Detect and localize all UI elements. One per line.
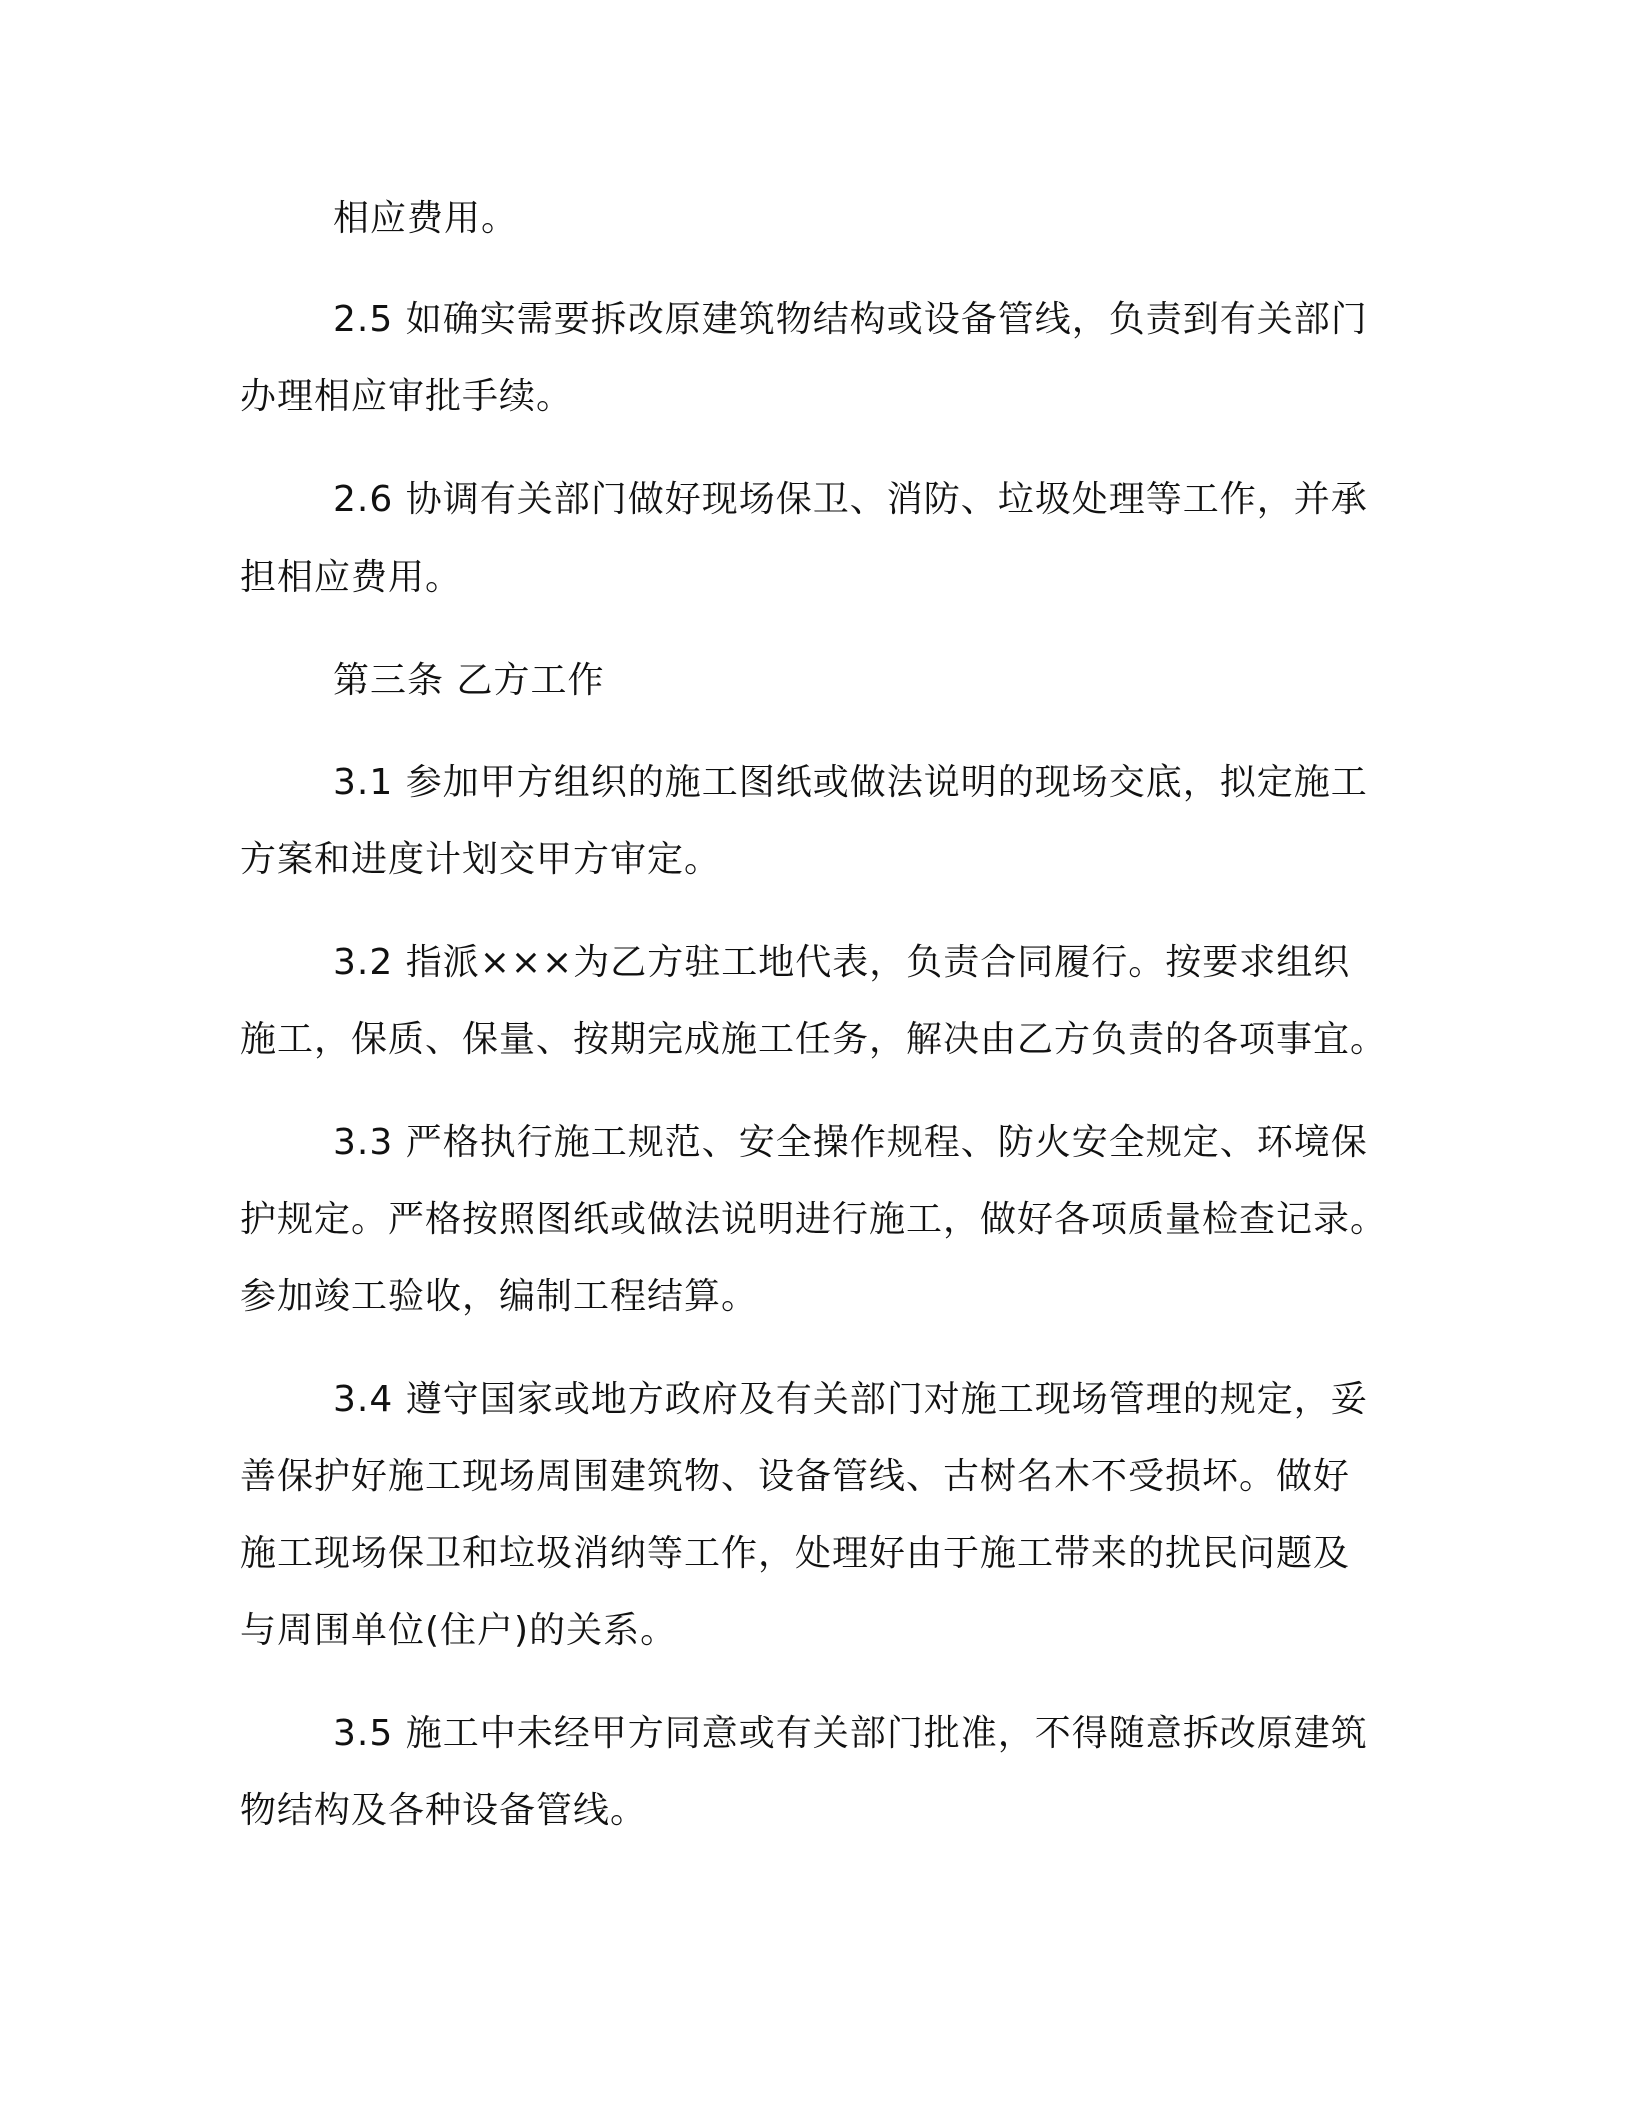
text-line: 相应费用。 (333, 198, 519, 239)
text-line: 3.4 遵守国家或地方政府及有关部门对施工现场管理的规定，妥 (333, 1379, 1368, 1420)
text-line: 2.6 协调有关部门做好现场保卫、消防、垃圾处理等工作，并承 (333, 479, 1368, 520)
text-line: 参加竣工验收，编制工程结算。 (240, 1276, 759, 1317)
text-line: 担相应费用。 (240, 557, 463, 598)
section-heading: 第三条 乙方工作 (333, 660, 605, 701)
text-line: 办理相应审批手续。 (240, 376, 574, 417)
text-line: 3.3 严格执行施工规范、安全操作规程、防火安全规定、环境保 (333, 1122, 1368, 1163)
text-line: 2.5 如确实需要拆改原建筑物结构或设备管线，负责到有关部门 (333, 299, 1368, 340)
text-line: 方案和进度计划交甲方审定。 (240, 839, 722, 880)
text-line: 护规定。严格按照图纸或做法说明进行施工，做好各项质量检查记录。 (240, 1199, 1388, 1240)
text-line: 与周围单位(住户)的关系。 (240, 1610, 678, 1651)
text-line: 施工现场保卫和垃圾消纳等工作，处理好由于施工带来的扰民问题及 (240, 1533, 1351, 1574)
text-line: 3.5 施工中未经甲方同意或有关部门批准，不得随意拆改原建筑 (333, 1713, 1368, 1754)
text-line: 施工，保质、保量、按期完成施工任务，解决由乙方负责的各项事宜。 (240, 1019, 1388, 1060)
text-line: 善保护好施工现场周围建筑物、设备管线、古树名木不受损坏。做好 (240, 1456, 1351, 1497)
text-line: 3.2 指派×××为乙方驻工地代表，负责合同履行。按要求组织 (333, 942, 1351, 983)
text-line: 3.1 参加甲方组织的施工图纸或做法说明的现场交底，拟定施工 (333, 762, 1368, 803)
text-line: 物结构及各种设备管线。 (240, 1790, 648, 1831)
